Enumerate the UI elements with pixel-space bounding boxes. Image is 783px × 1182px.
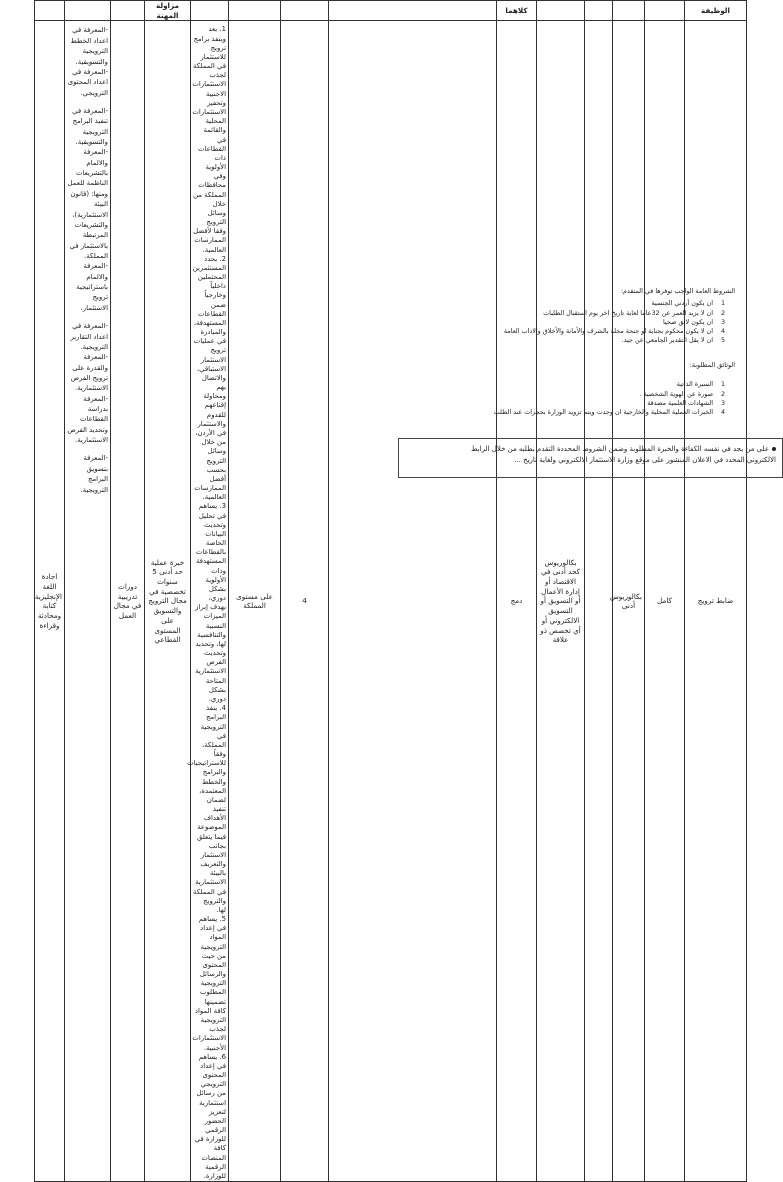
list-number: 4 <box>721 408 726 417</box>
count-cell: 4 <box>281 21 329 1182</box>
list-item <box>35 399 735 408</box>
qualification-cell: بكالوريوس كحد أدنى في الاقتصاد أو إدارة الأعمال أو التسويق أو التسويق الالكتروني أو أي تخصص ذو علاقة <box>537 21 585 1182</box>
list-number: 4 <box>721 327 726 336</box>
note-text: على من يجد في نفسه الكفاءة والخبرة المطلوبة وضمن الشروط المحددة التقدم بطلبه من خلال الرابط <box>471 445 769 453</box>
note-line: الالكتروني المحدد في الاعلان المنشور على موقع وزارة الاستثمار الالكتروني ولغاية تاريخ ... <box>514 455 776 464</box>
general-conditions <box>35 287 735 346</box>
training-cell: دورات تدريبية في مجال العمل <box>111 21 145 1182</box>
list-item <box>35 299 735 308</box>
list-item <box>35 327 735 336</box>
header-cell <box>537 1 585 21</box>
skill-item: -المعرفة في اعداد التقارير الترويجية. <box>70 322 108 351</box>
list-number: 5 <box>721 336 726 345</box>
list-text: الخبرات العملية المحلية والخارجية ان وجدت ويتم تزويد الوزارة بحجزات عند الطلب <box>493 408 713 417</box>
skill-item: -المعرفة والالمام بالتشريعات الناظمة للعمل ومنها: (قانون البيئة الاستثمارية)، والتشريعات المرتبطة بالاستثمار في المملكة. <box>67 148 108 260</box>
skill-item: -المعرفة في اعداد المحتوى الترويجي. <box>67 67 108 97</box>
note-line <box>405 444 776 455</box>
table-header-row <box>35 1 747 21</box>
header-cell-license: مزاولة المهنة <box>145 1 191 21</box>
duties-cell <box>187 21 229 1182</box>
list-text: ان لا يقل التقدير الجامعي عن جيد. <box>621 336 713 345</box>
header-cell <box>65 1 111 21</box>
header-cell <box>645 1 685 21</box>
list-text: ان لا يكون محكوم بجناية او جنحة مخلة بالشرف والأمانة والأخلاق والاداب العامة <box>503 327 713 336</box>
list-item <box>35 336 735 345</box>
list-number: 3 <box>721 317 726 326</box>
list-item <box>35 408 735 417</box>
list-number: 3 <box>721 398 726 407</box>
list-text: الشهادات العلمية مصدقة <box>647 398 713 407</box>
skill-item: -المعرفة بدراسة القطاعات وتحديد الفرص الاستثمارية. <box>67 394 108 445</box>
documents-title: الوثائق المطلوبة: <box>689 361 735 369</box>
location-cell: على مستوى المملكة <box>229 21 281 1182</box>
degree-cell: بكالوريوس أدنى <box>613 21 645 1182</box>
duty-item: 4. ينفذ البرامج الترويجية في المملكة، وفقاً للاستراتيجيات والبرامج والخطط المعتمدة، لضمان تنفيذ الأهداف الموضوعة فيما يتعلق بجانب الاستثمار والتعريف بالبيئة الاستثمارية في المملكة والترويج لها. <box>187 704 226 914</box>
duty-item: 3. يساهم في تحليل وتحديث البيانات الخاصة بالقطاعات المستهدفة وذات الأولوية بشكل دوري، بهدف إبراز الميزات النسبية والتنافسية لها، وتحديد وتحديث الفرص الاستثمارية المتاحة بشكل دوري. <box>195 502 226 703</box>
duty-item: 5. يساهم في إعداد المواد الترويجية من حيث المحتوى والرسائل الترويجية المطلوب تضمينها كافة المواد الترويجية لجذب الاستثمارات الأجنبية. <box>192 915 226 1052</box>
list-text: صورة عن الهوية الشخصية . <box>639 389 713 398</box>
experience-cell: خبرة عملية حد أدنى 5 سنوات تخصصية في مجال الترويج والتسويق على المستوى القطاعي <box>145 21 191 1182</box>
list-number: 2 <box>721 389 726 398</box>
header-cell-title: الوظيفة <box>685 1 747 21</box>
skill-item: -المعرفة والالمام باستراتيجية ترويج الاستثمار. <box>76 262 108 312</box>
conditions-title: الشروط العامة الواجب توفرها في المتقدم: <box>620 287 735 295</box>
status-cell: كامل <box>645 21 685 1182</box>
header-cell <box>585 1 613 21</box>
required-documents <box>35 361 735 417</box>
table-row <box>35 21 747 1182</box>
header-cell <box>35 1 65 21</box>
list-item <box>35 380 735 389</box>
header-cell <box>613 1 645 21</box>
skill-item: -المعرفة بتسويق البرامج الترويجية. <box>80 454 108 494</box>
application-note <box>398 438 783 478</box>
header-cell <box>329 1 497 21</box>
job-table <box>34 0 747 1182</box>
header-cell <box>281 1 329 21</box>
list-text: ان لا يزيد العمر عن 32عاما لغاية تاريخ اخر يوم استقبال الطلبات <box>543 308 713 317</box>
list-item <box>35 318 735 327</box>
list-item <box>35 390 735 399</box>
bullet-icon <box>772 447 776 451</box>
list-text: ان يكون أردني الجنسية <box>651 299 713 308</box>
list-item <box>35 309 735 318</box>
header-cell <box>111 1 145 21</box>
list-number: 2 <box>721 308 726 317</box>
language-cell: اجادة اللغة الإنجليزية كتابة ومحادثة وقراءة <box>35 21 65 1182</box>
duty-item: 6. يساهم في إعداد المحتوى الترويجي من رسائل استثمارية لتعزيز الحضور الرقمي للوزارة في كافة المنصات الرقمية للوزارة. <box>194 1052 226 1180</box>
gender-cell: دمج <box>497 21 537 1182</box>
skill-item: -المعرفة في اعداد الخطط الترويجية والتسويقية. <box>70 26 108 66</box>
skill-item: -المعرفة في تنفيذ البرامج الترويجية والتسويقية. <box>72 106 108 147</box>
empty-cell <box>585 21 613 1182</box>
duty-item: 1. يعد وينفذ برامج ترويج للاستثمار في المملكة لجذب الاستثمارات الاجنبية وتحفيز الاستثمارات المحلية والقائمة في القطاعات ذات الأولوية وفي محافظات المملكة من خلال وسائل الترويج وفقا لأفضل الممارسات العالمية. <box>192 25 226 254</box>
job-title-cell: ضابط ترويج <box>685 21 747 1182</box>
list-text: السيرة الذاتية <box>676 380 713 389</box>
skills-cell <box>65 21 111 1182</box>
duty-item: 2. يحدد المستثمرين المحتملين داخلياً وخارجياً ضمن القطاعات المستهدفة، والمبادرة في عمليات ترويج الاستثمار الاستباقي، والاتصال بهم ومحاولة إقناعهم للقدوم والاستثمار في الأردن، من خلال وسائل الترويج بحسب أفضل الممارسات العالمية. <box>192 254 226 502</box>
empty-cell <box>329 21 497 1182</box>
list-number: 1 <box>721 299 726 308</box>
header-cell <box>191 1 229 21</box>
list-number: 1 <box>721 380 726 389</box>
header-cell <box>229 1 281 21</box>
header-cell-gender: كلاهما <box>497 1 537 21</box>
list-text: ان يكون لائق صحيا <box>662 317 713 326</box>
skill-item: -المعرفة والقدرة على ترويج الفرص الاستثمارية. <box>70 353 108 393</box>
